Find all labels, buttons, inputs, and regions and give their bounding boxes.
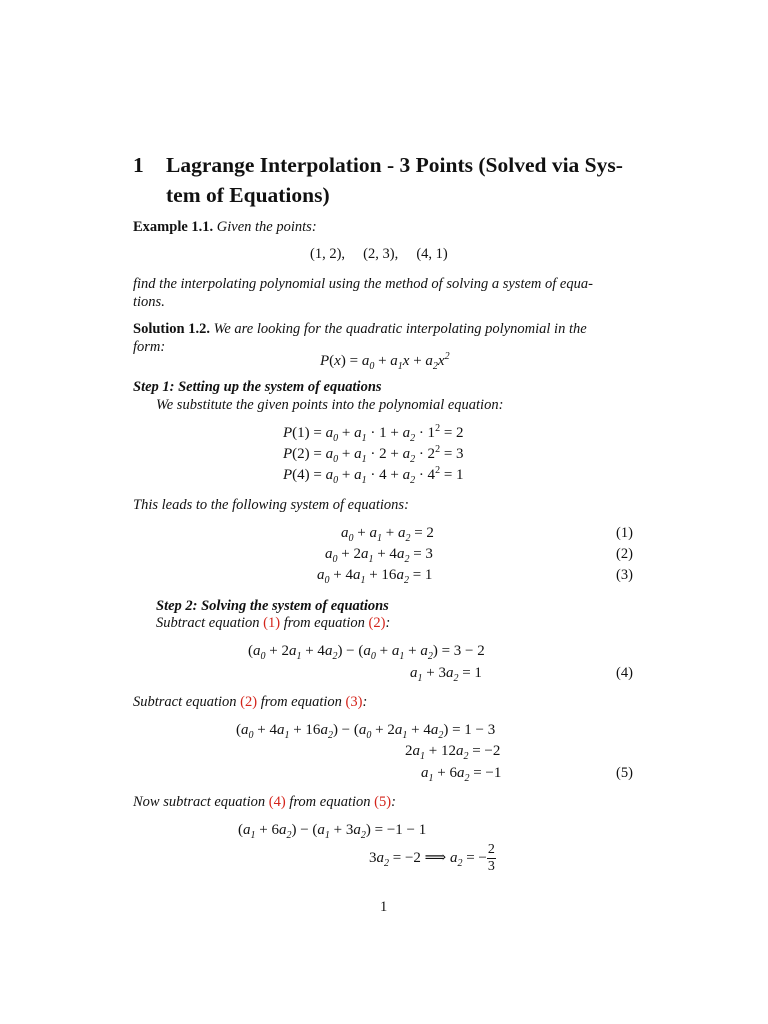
eq-ref-4[interactable]: (4) bbox=[268, 794, 286, 810]
substitution-eq-3: $P(4) = a_0 + a_1 \cdot 4 + a_2 \cdot 4^2 = 1$ bbox=[283, 465, 464, 486]
subtract-3-text-b: from equation bbox=[285, 794, 375, 810]
subtract-2-text-b: from equation bbox=[257, 694, 346, 710]
step2-subtract-3 bbox=[133, 793, 396, 811]
result-eq-5: $a_1 + 6a_2 = -1$ bbox=[421, 765, 502, 784]
section-title-line1: Lagrange Interpolation - 3 Points (Solved via Sys- bbox=[166, 153, 623, 177]
equation-tag-5: (5) bbox=[616, 765, 633, 781]
final-eq-a2: $3a_2 = -2$ ⟹ $a_2$ = − $\frac{2}{3}$ bbox=[369, 842, 495, 874]
point-3: (4, 1) bbox=[416, 246, 448, 262]
step2-subtract-2 bbox=[133, 693, 367, 711]
eq-ref-2b[interactable]: (2) bbox=[240, 694, 258, 710]
step2-title: Step 2: Solving the system of equations bbox=[156, 598, 389, 614]
equation-tag-1: (1) bbox=[616, 525, 633, 541]
step2-subtract-1 bbox=[156, 614, 390, 632]
solution-intro-line1: We are looking for the quadratic interpolating polynomial in the bbox=[213, 321, 587, 337]
result-eq-4: $a_1 + 3a_2 = 1$ bbox=[410, 665, 482, 684]
example-statement bbox=[133, 218, 317, 236]
polynomial-form: $P(x) = a_0 + a_1x + a_2x^2$ bbox=[320, 351, 450, 372]
system-intro: This leads to the following system of equations: bbox=[133, 497, 409, 513]
system-eq-3: $a_0 + 4a_1 + 16a_2 = 1$ bbox=[317, 567, 433, 586]
difference-eq-3: $(a_1 + 6a_2) - (a_1 + 3a_2) = -1 - 1$ bbox=[238, 822, 427, 841]
point-2: (2, 3), bbox=[363, 246, 399, 262]
section-heading bbox=[133, 150, 643, 210]
subtract-1-text-a: Subtract equation bbox=[156, 615, 264, 631]
example-intro: Given the points: bbox=[216, 219, 317, 235]
step1-text: We substitute the given points into the polynomial equation: bbox=[156, 397, 504, 413]
example-task-line1: find the interpolating polynomial using the method of solving a system of equa- bbox=[133, 276, 593, 292]
equation-tag-2: (2) bbox=[616, 546, 633, 562]
fraction-two-thirds: $\frac{2}{3}$ bbox=[487, 842, 495, 874]
section-title-line2: tem of Equations) bbox=[166, 183, 330, 207]
solution-statement bbox=[133, 320, 587, 338]
eq-ref-1[interactable]: (1) bbox=[263, 615, 281, 631]
subtract-1-text-b: from equation bbox=[280, 615, 369, 631]
system-eq-1: $a_0 + a_1 + a_2 = 2$ bbox=[341, 525, 434, 544]
subtract-2-text-c: : bbox=[362, 694, 368, 710]
example-label: Example 1.1. bbox=[133, 219, 214, 235]
intermediate-eq: $2a_1 + 12a_2 = -2$ bbox=[405, 743, 501, 762]
subtract-3-text-a: Now subtract equation bbox=[133, 794, 269, 810]
eq-ref-5[interactable]: (5) bbox=[374, 794, 392, 810]
eq-ref-2[interactable]: (2) bbox=[368, 615, 386, 631]
section-number: 1 bbox=[133, 153, 144, 177]
system-eq-2: $a_0 + 2a_1 + 4a_2 = 3$ bbox=[325, 546, 433, 565]
page-number: 1 bbox=[380, 899, 388, 915]
subtract-1-text-c: : bbox=[385, 615, 391, 631]
substitution-eq-1: $P(1) = a_0 + a_1 \cdot 1 + a_2 \cdot 1^2 = 2$ bbox=[283, 423, 464, 444]
solution-intro-line2: form: bbox=[133, 339, 166, 355]
point-1: (1, 2), bbox=[310, 246, 346, 262]
equation-tag-4: (4) bbox=[616, 665, 633, 681]
example-task-line2: tions. bbox=[133, 294, 165, 310]
points-list bbox=[310, 245, 448, 263]
equation-tag-3: (3) bbox=[616, 567, 633, 583]
eq-ref-3[interactable]: (3) bbox=[345, 694, 363, 710]
step1-title: Step 1: Setting up the system of equations bbox=[133, 379, 382, 395]
difference-eq-1: $(a_0 + 2a_1 + 4a_2) - (a_0 + a_1 + a_2) = 3 - 2$ bbox=[248, 643, 485, 662]
difference-eq-2: $(a_0 + 4a_1 + 16a_2) - (a_0 + 2a_1 + 4a_2) = 1 - 3$ bbox=[236, 722, 496, 741]
subtract-2-text-a: Subtract equation bbox=[133, 694, 241, 710]
substitution-eq-2: $P(2) = a_0 + a_1 \cdot 2 + a_2 \cdot 2^2 = 3$ bbox=[283, 444, 464, 465]
subtract-3-text-c: : bbox=[391, 794, 396, 810]
solution-label: Solution 1.2. bbox=[133, 321, 210, 337]
